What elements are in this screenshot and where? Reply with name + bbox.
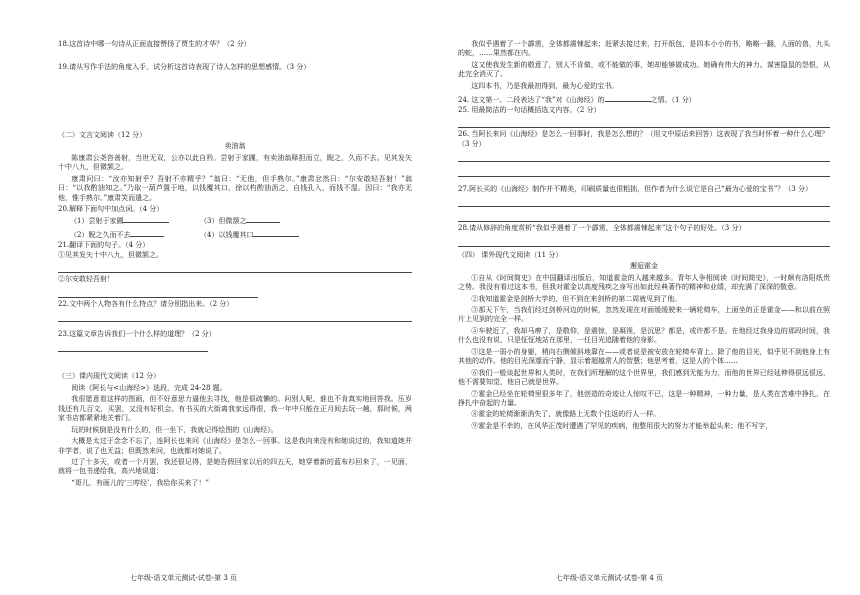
answer-line[interactable] <box>58 285 258 298</box>
passage-paragraph: 大概是太过于念念不忘了，连阿长也来问《山海经》是怎么一回事。这是我向来没有和她说过的，我知道她并非学者，说了也无益；但既然来问，也就都对她说了。 <box>58 437 412 455</box>
question-24: 24. 这文第一、二段表达了“我”对《山海经》的 之情。（1 分） <box>458 93 830 105</box>
page-footer: 七年级-语文单元测试-试卷-第 4 页 <box>556 573 663 582</box>
section-4-header: （四） 课外现代文阅读（11 分） <box>458 250 563 259</box>
question-27: 27.阿长买的《山海经》制作并不精美，印刷质量也很粗拙，但作者为什么说它是自己“最为心爱的宝书”？（3 分） <box>458 184 812 193</box>
question-23: 23.这篇文章告诉我们一个什么样的道理？（2 分） <box>58 330 216 338</box>
page-4 <box>430 0 860 595</box>
answer-line[interactable] <box>58 339 208 352</box>
section-4-title: 邂逅霍金 <box>630 262 658 271</box>
question-21: 21.翻译下面的句子。（4 分） <box>58 241 150 250</box>
question-22: 22.文中两个人物各有什么特点？请分别指出来。（2 分） <box>58 299 234 308</box>
section-3-intro: 阅读《阿长与<山海经>》选段，完成 24-28 题。 <box>71 383 227 392</box>
answer-line[interactable] <box>58 260 412 273</box>
answer-line[interactable] <box>458 149 830 162</box>
q20-item: （1）尝射于家圃 <box>70 217 124 226</box>
answer-line[interactable] <box>458 234 830 247</box>
question-28: 28.请从修辞的角度赏析“我似乎遇着了一个霹雳，全体都震悚起来”这个句子的好处。（3 分） <box>458 224 746 233</box>
answer-blank[interactable] <box>605 93 651 102</box>
passage-paragraph: 过了十多天，或者一个月罢，我还很记得，是她告假回家以后的四五天，她穿着新的蓝布衫回来了，一见面，就将一包书递给我，高兴地说道： <box>58 457 412 476</box>
passage-paragraph: ②我知道霍金是剑桥大学的，但不到在来剑桥的第二周就见到了他。 <box>471 294 682 303</box>
answer-line[interactable] <box>458 164 830 177</box>
passage-paragraph: ③那天下午，当我们经过剑桥河边的时候，忽然发现在对面缓缓驶来一辆轮椅车，上面坐的正是霍金——和以前在照片上见到的完全一样。 <box>458 306 830 324</box>
section-2-title: 卖油翁 <box>224 142 246 151</box>
answer-blank[interactable] <box>123 214 169 223</box>
question-18: 18.这首诗中哪一句诗从正面直接赞扬了贾生的才华？（2 分） <box>58 40 251 48</box>
question-21-2: ②尔安敢轻吾射！ <box>58 275 114 284</box>
answer-blank[interactable] <box>253 228 299 237</box>
page-footer: 七年级-语文单元测试-试卷-第 3 页 <box>130 573 237 582</box>
question-19: 19.请从写作手法的角度入手，试分析这首诗表现了诗人怎样的思想感情。（3 分） <box>58 63 311 72</box>
answer-line[interactable] <box>458 115 830 128</box>
answer-blank[interactable] <box>246 214 280 223</box>
passage-paragraph: 我似乎遇着了一个霹雳，全体都震悚起来；赶紧去接过来，打开纸包，是四本小小的书，略略一翻，人面的兽，九头的蛇，……果然都在内。 <box>458 40 830 58</box>
passage-paragraph: ⑨霍金是不幸的，在风华正茂时遭遇了罕见的疾病，他整用很大的努力才能举起头来；他不写字， <box>471 421 773 430</box>
passage-paragraph: ⑧霍金的轮椅渐渐消失了，就像路上无数个往返的行人一样。 <box>471 410 661 419</box>
question-21-1: ①见其发矢十中八九，但微颔之。 <box>58 250 163 259</box>
passage-paragraph: 我很愿意看这样的图画，但不好意思力逼他去寻找，他是很疏懒的。问别人呢，谁也不肯真实地回答我。压岁钱还有几百文，买罢，又没有好机会。有书买的大街离我家远得很，我一年中只能在正月间去玩一趟，那时候，两家书店都紧紧地关着门。 <box>58 395 412 423</box>
answer-blank[interactable] <box>130 228 164 237</box>
answer-line[interactable] <box>458 194 830 207</box>
question-26: 26. 当阿长来问《山海经》是怎么一回事时，我是怎么想的？（用文中原话来回答）这表现了我当时怀着一种什么心理？（3 分） <box>458 130 829 148</box>
answer-line[interactable] <box>58 309 412 322</box>
q20-item: （2）睨之久而不去 <box>70 230 131 239</box>
passage-paragraph: ⑤这是一弱小的身躯，稍向右侧倾斜地靠在——或者说是被安放在轮椅车背上。除了他的目光，似乎见不到他身上有其他的动作。他的目光深邃而宁静，显示着超越常人的智慧；他思考着，这是人的个体…… <box>458 347 830 366</box>
section-3-header: （三）课内现代文阅读（12 分） <box>58 372 161 381</box>
passage-paragraph: 这又使我发生新的敬意了，别人不肯做，或不能做的事，她却能够做成功。她确有伟大的神力。谋害隐鼠的怨恨，从此完全消灭了。 <box>458 60 830 79</box>
q20-item: （3）但微颔之 <box>200 217 247 226</box>
passage-paragraph: “哥儿，有画儿的‘三哼经’，我给你买来了！” <box>71 478 209 487</box>
question-20: 20.解释下面句中加点词。（4 分） <box>58 204 164 213</box>
section-2-header: （二）文言文阅读（12 分） <box>58 130 147 139</box>
passage-paragraph: ⑦霍金已经坐在轮椅里很多年了，他创造的奇迹让人惊叹不已，这是一种精神，一种力量，是人类在苦难中挣扎、在挣扎中奋起的力量。 <box>458 389 830 407</box>
answer-line[interactable] <box>458 209 830 222</box>
passage-paragraph: 康肃问曰：“汝亦知射乎？吾射不亦精乎？”翁曰：“无他，但手熟尔。”康肃忿然曰：“尔安敢轻吾射！”翁曰：“以我酌油知之。”乃取一葫芦置于地，以钱覆其口，徐以杓酌油沥之，自钱孔入，而钱不湿。因曰：“我亦无他，惟手熟尔。”康肃笑而遣之。 <box>58 174 412 202</box>
passage-paragraph: ⑥我们一般谈起世界和人类时，在我们所理解的这个世界里，我们感到无能为力，而他的世界已经延伸得很远很远，他不需要知觉，他自己就是世界。 <box>458 368 830 387</box>
passage-paragraph: 这四本书，乃是我最初得到，最为心爱的宝书。 <box>471 81 619 90</box>
question-25: 25. 用最简洁的一句话概括选文内容。（2 分） <box>458 105 601 114</box>
question-20-row <box>70 214 412 226</box>
passage-paragraph: ④车驶近了，我却马痹了，是敬仰，是震惊，是凝视，是沉思？都是，或许都不是。在他经过我身边的那段时间，我什么也没有说，只是怔怔地站在那里，一任目光追随着他的身影。 <box>458 326 830 345</box>
passage-paragraph: 玩的时候倒是没有什么的，但一坐下，我就记得绘图的《山海经》。 <box>71 425 278 434</box>
question-20-row <box>70 228 412 240</box>
passage-paragraph: ①自从《时间简史》在中国翻译出版后，知道霍金的人越来越多。青年人争相阅读《时间简史》，一时颇有洛阳纸贵之势。我没有看过这本书，但我对霍金以高度残疾之身写出如此经典著作的精神和业绩，却充满了深深的敬意。 <box>458 273 830 292</box>
passage-paragraph: 陈康肃公尧咨善射，当世无双，公亦以此自矜。尝射于家圃，有卖油翁释担而立，睨之，久而不去。见其发矢十中八九，但微颔之。 <box>58 153 412 172</box>
q20-item: （4）以钱覆其口 <box>200 230 254 239</box>
